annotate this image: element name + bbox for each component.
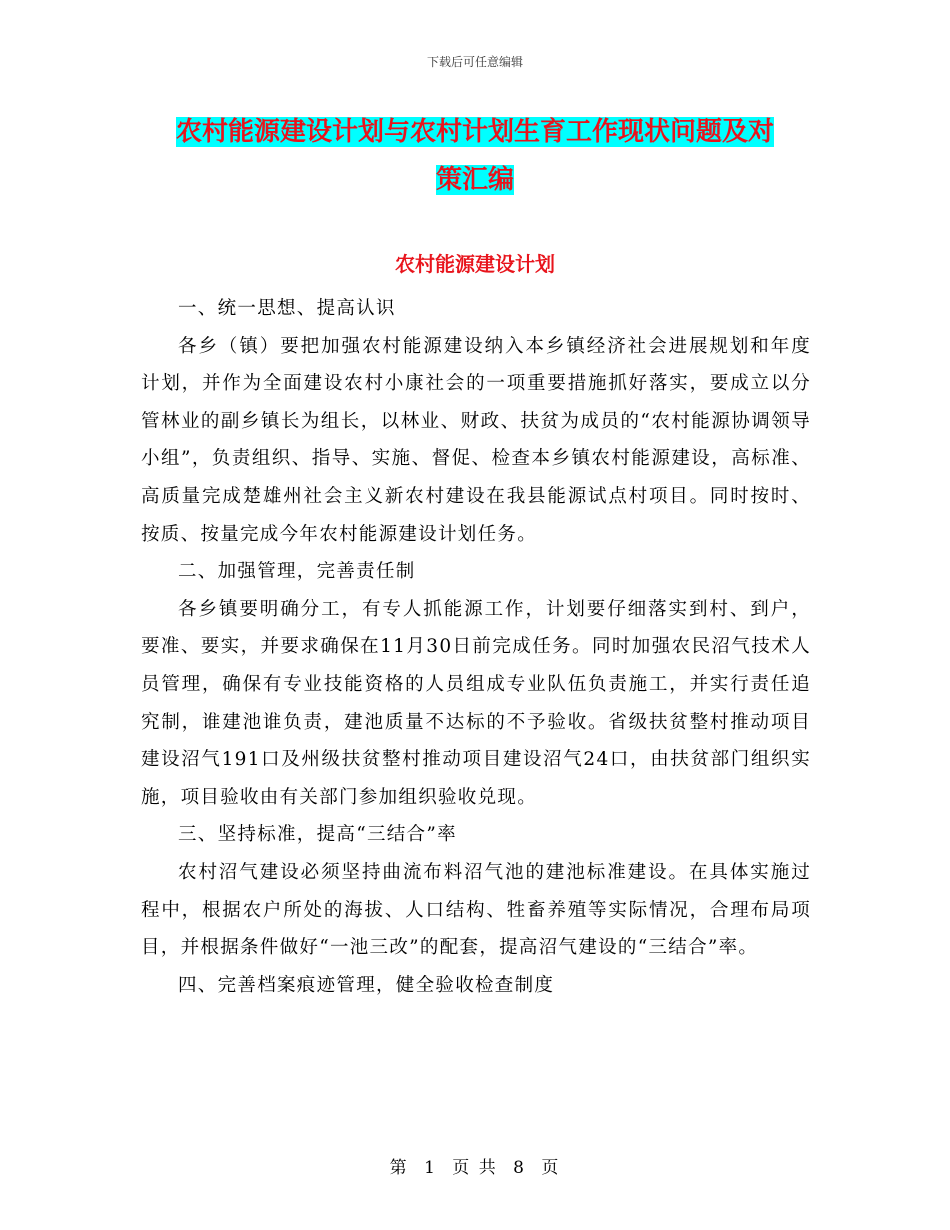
footer-suffix: 页 [541,1158,561,1178]
paragraph-3: 农村沼气建设必须坚持曲流布料沼气池的建池标准建设。在具体实施过程中，根据农户所处的海拔、人口结构、牲畜养殖等实际情况，合理布局项目，并根据条件做好“一池三改”的配套，提高沼气建设的“三结合”率。 [141,861,811,959]
footer-mid: 页 共 [452,1158,498,1178]
section-title: 农村能源建设计划 [395,252,555,276]
header-note: 下载后可任意编辑 [426,55,523,69]
footer-page-number: 1 [424,1158,437,1178]
paragraph-1: 各乡（镇）要把加强农村能源建设纳入本乡镇经济社会进展规划和年度计划，并作为全面建设农村小康社会的一项重要措施抓好落实，要成立以分管林业的副乡镇长为组长，以林业、财政、扶贫为成员的“农村能源协调领导小组”，负责组织、指导、实施、督促、检查本乡镇农村能源建设，高标准、高质量完成楚雄州社会主义新农村建设在我县能源试点村项目。同时按时、按质、按量完成今年农村能源建设计划任务。 [141,335,811,545]
document-title [140,108,810,204]
footer-total-pages: 8 [513,1158,526,1178]
heading-1: 一、统一思想、提高认识 [178,298,396,319]
heading-2: 二、加强管理，完善责任制 [178,561,416,583]
title-line-2: 策汇编 [435,165,514,195]
page-footer [0,1153,950,1178]
title-line-1: 农村能源建设计划与农村计划生育工作现状问题及对 [175,117,774,147]
footer-prefix: 第 [389,1158,409,1178]
heading-3: 三、坚持标准，提高“三结合”率 [178,824,457,846]
body-text [141,290,811,1004]
paragraph-2: 各乡镇要明确分工，有专人抓能源工作，计划要仔细落实到村、到户，要准、要实，并要求确保在11月30日前完成任务。同时加强农民沼气技术人员管理，确保有专业技能资格的人员组成专业队伍负责施工，并实行责任追究制，谁建池谁负责，建池质量不达标的不予验收。省级扶贫整村推动项目建设沼气191口及州级扶贫整村推动项目建设沼气24口，由扶贫部门组织实施，项目验收由有关部门参加组织验收兑现。 [141,598,811,808]
heading-4: 四、完善档案痕迹管理，健全验收检查制度 [178,974,555,996]
